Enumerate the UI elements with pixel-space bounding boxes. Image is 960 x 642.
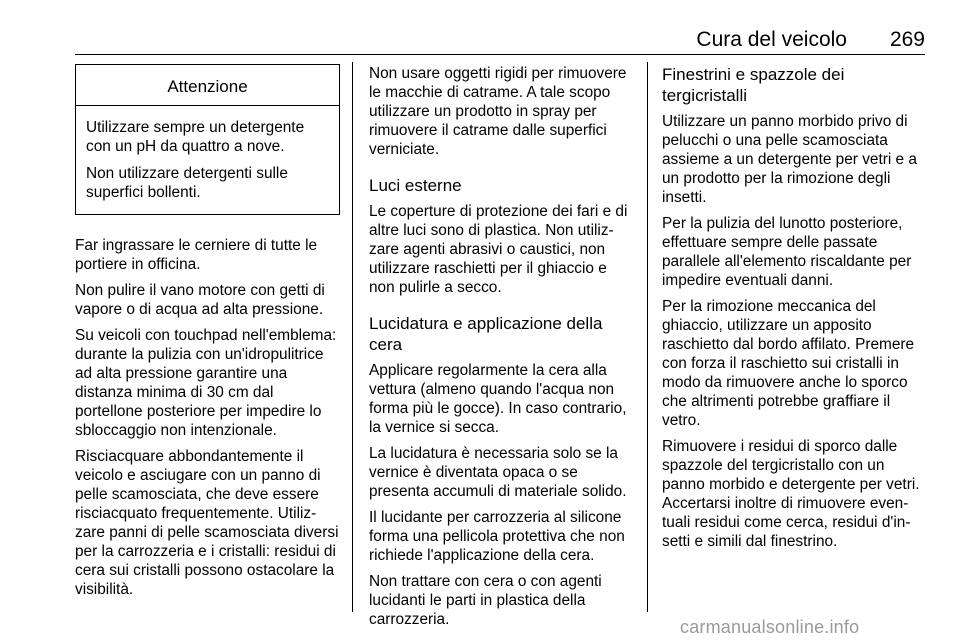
body-paragraph: La lucidatura è necessaria solo se la vernice è diventata opaca o se presenta accumuli di materiale solido. bbox=[369, 445, 627, 500]
column-left bbox=[75, 64, 340, 606]
section-heading-luci: Luci esterne bbox=[369, 176, 462, 195]
body-paragraph: Non trattare con cera o con agenti lucidanti le parti in plastica della carrozzeria. bbox=[369, 573, 602, 628]
page-header bbox=[0, 28, 925, 52]
warning-body bbox=[76, 106, 339, 214]
warning-paragraph: Non utilizzare detergenti sulle superfici bollenti. bbox=[86, 165, 288, 201]
column-divider-1 bbox=[352, 62, 353, 612]
warning-box bbox=[75, 64, 340, 215]
body-paragraph: Le coperture di protezione dei fari e di altre luci sono di plastica. Non utilizzare agenti abrasivi o caustici, non utilizzare raschietti per il ghiaccio e non pulirle a secco. bbox=[369, 203, 628, 296]
body-paragraph: Su veicoli con touchpad nell'emblema: durante la pulizia con un'idropulitrice ad alta pressione garantire una distanza minima di 30 cm dal portellone posteriore per impedire lo sbloccaggio non intenzionale. bbox=[75, 327, 337, 439]
body-paragraph: Per la rimozione meccanica del ghiaccio, utilizzare un apposito raschietto dal bordo affilato. Premere con forza il raschietto sui cristalli in modo da rimuovere anche lo sporco che altrimenti potrebbe graffiare il vetro. bbox=[662, 298, 915, 429]
body-paragraph: Rimuovere i residui di sporco dalle spazzole del tergicristallo con un panno morbido e detergente per vetri. Accertarsi inoltre di rimuovere eventuali residui come cerca, residui d'insetti e simili dal finestrino. bbox=[662, 438, 920, 550]
warning-paragraph: Utilizzare sempre un detergente con un pH da quattro a nove. bbox=[86, 119, 305, 155]
column-divider-2 bbox=[647, 62, 648, 612]
section-title: Cura del veicolo bbox=[696, 28, 847, 51]
body-paragraph: Far ingrassare le cerniere di tutte le portiere in officina. bbox=[75, 237, 318, 273]
body-paragraph: Risciacquare abbondantemente il veicolo e asciugare con un panno di pelle scamosciata, che deve essere risciacquato frequentemente. Utilizzare panni di pelle scamosciata diversi per la carrozzeria e i cristalli: residui di cera sui cristalli possono ostacolare la visibilità. bbox=[75, 448, 339, 598]
warning-title: Attenzione bbox=[76, 65, 339, 106]
column-right bbox=[662, 64, 928, 558]
section-heading-finestrini: Finestrini e spazzole dei tergicristalli bbox=[662, 65, 845, 105]
section-heading-cera: Lucidatura e applicazione della cera bbox=[369, 314, 603, 354]
column-middle bbox=[369, 64, 635, 636]
page-number: 269 bbox=[889, 28, 925, 51]
body-paragraph: Applicare regolarmente la cera alla vettura (almeno quando l'acqua non forma più le gocce). In caso contrario, la vernice si secca. bbox=[369, 362, 627, 436]
body-paragraph: Utilizzare un panno morbido privo di pelucchi o una pelle scamosciata assieme a un detergente per vetri e a un prodotto per la rimozione degli insetti. bbox=[662, 113, 917, 206]
body-paragraph: Non usare oggetti rigidi per rimuovere le macchie di catrame. A tale scopo utilizzare un prodotto in spray per rimuovere il catrame dalle superfici verniciate. bbox=[369, 65, 627, 158]
body-paragraph: Non pulire il vano motore con getti di vapore o di acqua ad alta pressione. bbox=[75, 282, 325, 318]
body-paragraph: Il lucidante per carrozzeria al silicone forma una pellicola protettiva che non richiede l'applicazione della cera. bbox=[369, 509, 625, 564]
watermark: carmanualsonline.info bbox=[680, 617, 860, 637]
header-rule bbox=[75, 54, 925, 55]
body-paragraph: Per la pulizia del lunotto posteriore, effettuare sempre delle passate parallele all'elemento riscaldante per impedire eventuali danni. bbox=[662, 215, 912, 289]
